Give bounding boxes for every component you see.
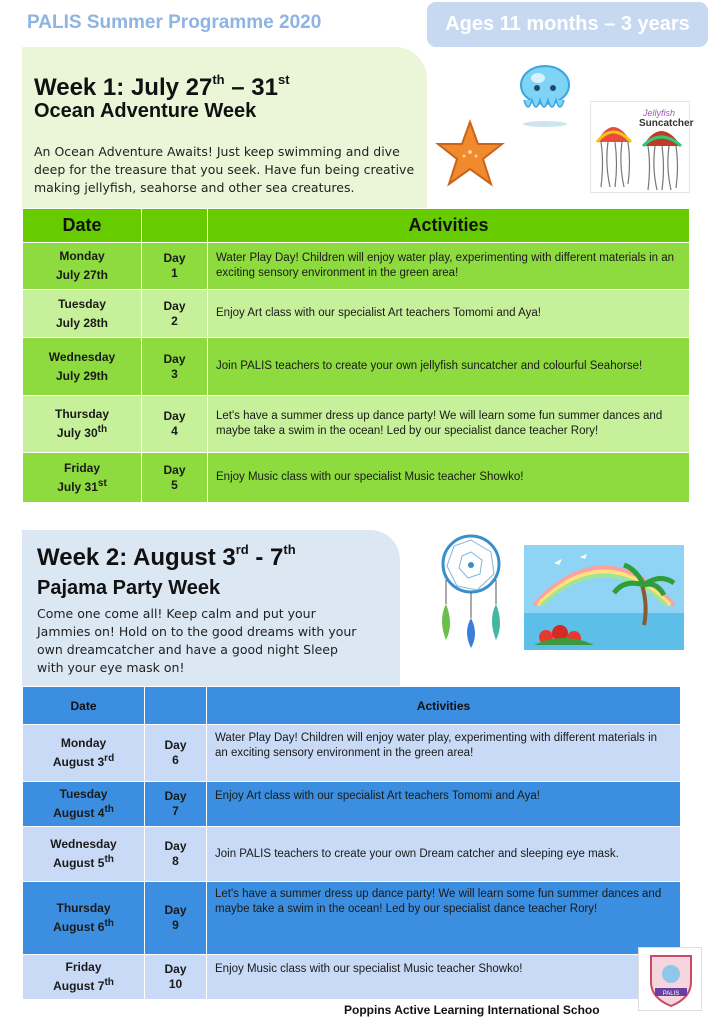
header-date: Date	[23, 687, 145, 725]
starfish-image	[434, 118, 506, 190]
week2-title: Week 2: August 3rd - 7th	[37, 542, 296, 571]
table-row	[23, 453, 690, 503]
week1-activities-table	[22, 208, 690, 503]
table-row	[23, 243, 690, 290]
table-row	[23, 955, 681, 1000]
header-activities: Activities	[207, 687, 681, 725]
day-cell: Day 8	[145, 827, 207, 882]
palis-logo	[638, 947, 702, 1011]
activity-cell: Enjoy Art class with our specialist Art teachers Tomomi and Aya!	[208, 290, 690, 338]
header-day	[142, 209, 208, 243]
date-cell: Monday July 27th	[23, 243, 142, 290]
week1-description: An Ocean Adventure Awaits! Just keep swimming and dive deep for the treasure that you seek. Have fun being creative making jellyfish, seahorse and other sea creatures.	[34, 144, 415, 195]
header-activities: Activities	[208, 209, 690, 243]
activity-cell: Enjoy Art class with our specialist Art teachers Tomomi and Aya!	[207, 782, 681, 827]
date-cell: Friday July 31st	[23, 453, 142, 503]
date-cell: Tuesday August 4th	[23, 782, 145, 827]
date-cell: Thursday July 30th	[23, 396, 142, 453]
ages-badge: Ages 11 months – 3 years	[427, 2, 708, 47]
date-cell: Wednesday August 5th	[23, 827, 145, 882]
school-name-footer: Poppins Active Learning International Schoo	[344, 1003, 600, 1017]
table-header-row	[23, 687, 681, 725]
day-cell: Day 1	[142, 243, 208, 290]
date-cell: Monday August 3rd	[23, 725, 145, 782]
beach-scene-image	[524, 545, 684, 650]
activity-cell: Join PALIS teachers to create your own Dream catcher and sleeping eye mask.	[207, 827, 681, 882]
jellyfish-image	[510, 60, 580, 130]
table-row	[23, 782, 681, 827]
table-row	[23, 396, 690, 453]
table-row	[23, 338, 690, 396]
table-row	[23, 882, 681, 955]
week2-activities-table	[22, 686, 681, 1000]
day-cell: Day 3	[142, 338, 208, 396]
activity-cell: Water Play Day! Children will enjoy water play, experimenting with different materials in an exciting sensory environment in the green area!	[207, 725, 681, 782]
dreamcatcher-image	[432, 532, 510, 650]
week1-subtitle: Ocean Adventure Week	[34, 100, 257, 122]
date-cell: Tuesday July 28th	[23, 290, 142, 338]
day-cell: Day 9	[145, 882, 207, 955]
activity-cell: Enjoy Music class with our specialist Music teacher Showko!	[207, 955, 681, 1000]
table-row	[23, 827, 681, 882]
header-day	[145, 687, 207, 725]
day-cell: Day 6	[145, 725, 207, 782]
table-row	[23, 290, 690, 338]
day-cell: Day 10	[145, 955, 207, 1000]
day-cell: Day 2	[142, 290, 208, 338]
week1-title: Week 1: July 27th – 31st	[34, 72, 290, 101]
jellyfish-suncatcher-image	[590, 101, 694, 193]
suncatcher-caption-line2: Suncatcher	[639, 118, 694, 129]
programme-title: PALIS Summer Programme 2020	[27, 12, 322, 33]
header-date: Date	[23, 209, 142, 243]
date-cell: Thursday August 6th	[23, 882, 145, 955]
logo-text: PALIS	[662, 991, 680, 997]
week2-subtitle: Pajama Party Week	[37, 577, 221, 599]
activity-cell: Join PALIS teachers to create your own jellyfish suncatcher and colourful Seahorse!	[208, 338, 690, 396]
activity-cell: Water Play Day! Children will enjoy water play, experimenting with different materials in an exciting sensory environment in the green area!	[208, 243, 690, 290]
date-cell: Friday August 7th	[23, 955, 145, 1000]
activity-cell: Enjoy Music class with our specialist Music teacher Showko!	[208, 453, 690, 503]
day-cell: Day 5	[142, 453, 208, 503]
day-cell: Day 4	[142, 396, 208, 453]
activity-cell: Let's have a summer dress up dance party! We will learn some fun summer dances and maybe take a swim in the ocean! Led by our specialist dance teacher Rory!	[208, 396, 690, 453]
table-row	[23, 725, 681, 782]
table-header-row	[23, 209, 690, 243]
date-cell: Wednesday July 29th	[23, 338, 142, 396]
activity-cell: Let's have a summer dress up dance party! We will learn some fun summer dances and maybe take a swim in the ocean! Led by our specialist dance teacher Rory!	[207, 882, 681, 955]
week2-description: Come one come all! Keep calm and put your Jammies on! Hold on to the good dreams with your own dreamcatcher and have a good night Sleep with your eye mask on!	[37, 606, 357, 675]
day-cell: Day 7	[145, 782, 207, 827]
suncatcher-caption-line1: Jellyfish	[643, 108, 676, 118]
